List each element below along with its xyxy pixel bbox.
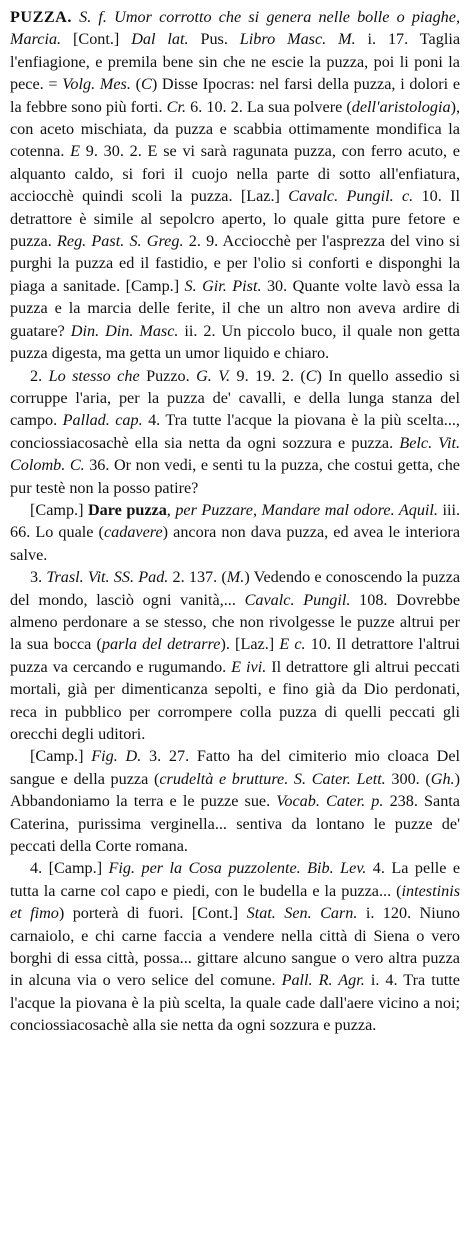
text-segment: intestinis et fimo — [10, 881, 460, 923]
text-segment: E — [70, 142, 81, 161]
text-segment: 9. 30. 2. E se vi sarà ragunata puzza, con ferro acuto, e alquanto caldo, si fori il cuojo nella parte di sotto all'enfiatura, acciocchè quindi scoli la puzza. [Laz.] — [10, 142, 460, 206]
text-segment: Fig. per la Cosa puzzolente. Bib. Lev. — [108, 859, 367, 878]
text-segment: 6. 10. 2. La sua polvere ( — [186, 97, 352, 116]
text-segment: per Puzzare, Mandare mal odore. Aquil. — [175, 500, 438, 519]
text-segment: ( — [130, 75, 141, 94]
text-segment: Dare puzza — [87, 500, 167, 519]
text-segment: 4. Tra tutte l'acque la piovana è la più scelta..., conciossiacosachè ella sia netta da ogni sozzura e puzza. — [10, 411, 460, 452]
text-segment: 30. Quante volte lavò essa la puzza e la marcia delle ferite, il che un altro non aveva ardire di guatare? — [10, 276, 460, 340]
dictionary-entry — [10, 6, 460, 1037]
text-segment: E ivi. — [231, 657, 267, 676]
entry-paragraph-dare-puzza — [10, 499, 460, 566]
text-segment: Pall. R. Agr. — [281, 971, 365, 990]
entry-paragraph-sense-2 — [10, 365, 460, 499]
text-segment: i. 17. Taglia l'enfiagione, e premila bene sin che ne escie la puzza, poi li poni la pece. = — [10, 30, 461, 94]
text-segment: ) Vedendo e conoscendo la puzza del mondo, lasciò ogni vanità,... — [10, 568, 461, 609]
text-segment: [Cont.] — [61, 30, 132, 49]
text-segment: ) ancora non dava puzza, ed avea le interiora salve. — [10, 523, 460, 564]
text-segment: G. V. — [196, 366, 231, 385]
text-segment: 4. La pelle e tutta la carne col capo e piedi, con le budella e la puzza... ( — [10, 859, 461, 900]
text-segment: 3. — [30, 568, 47, 587]
text-segment: dell'aristologia — [351, 97, 451, 116]
text-segment: S. f. Umor corrotto che si genera nelle bolle o piaghe, Marcia. — [10, 8, 461, 49]
text-segment: ) Abbandoniamo la terra e le puzze sue. — [10, 769, 460, 811]
text-segment: Vocab. Cater. p. — [276, 792, 384, 811]
text-segment: 3. 27. Fatto ha del cimiterio mio cloaca Del sangue e della puzza ( — [10, 747, 461, 788]
text-segment: 9. 19. 2. ( — [230, 366, 306, 385]
text-segment: Volg. Mes. — [62, 75, 131, 94]
text-segment: 2. 137. ( — [168, 568, 227, 587]
text-segment: i. 120. Niuno carnaiolo, e chi carne faccia a vendere nella città di Siena o vero borghi di essa città, possa... gittare alcuno sangue o vero altra puzza in alcuna via o vero selice del comune. — [10, 904, 461, 990]
text-segment: 2. — [30, 366, 49, 385]
text-segment: ). [Laz.] — [220, 635, 280, 654]
text-segment: parla del detrarre — [101, 635, 221, 654]
text-segment: 4. [Camp.] — [30, 859, 109, 878]
text-segment: Din. Din. Masc. — [70, 321, 179, 340]
text-segment: 10. Il detrattore è simile al sepolcro aperto, lo quale gitta pure fetore e puzza. — [10, 187, 461, 251]
text-segment: , — [166, 500, 176, 519]
text-segment: crudeltà e brutture. S. Cater. Lett. — [159, 769, 386, 788]
text-segment: S. Gir. Pist. — [184, 276, 262, 295]
text-segment: 2. 9. Acciocchè per l'asprezza del vino si purghi la puzza ed il fastidio, e per l'olio si conforti e disponghi la piaga a sanitade. [Camp.] — [10, 232, 460, 295]
text-segment: 238. Santa Caterina, purissima verginella... sentiva da lontano le puzze de' peccati della Corte romana. — [10, 792, 460, 856]
text-segment: ) Disse Ipocras: nel farsi della puzza, i dolori e la febbre sono più forti. — [10, 75, 461, 116]
text-segment: i. 4. Tra tutte l'acque la piovana è la più scelta, la quale cade dall'aere vicino a noi; conciossiacosachè alla sie netta da ogni sozzura e puzza. — [10, 971, 460, 1035]
text-segment: 10. Il detrattore l'altrui puzza va cercando e rugumando. — [10, 635, 460, 676]
text-segment: ii. 2. Un piccolo buco, il quale non getta puzza digesta, ma getta un umor liquido e chiaro. — [10, 321, 460, 363]
text-segment: 36. Or non vedi, e senti tu la puzza, che costui getta, che pur testè non la posso patire? — [10, 456, 460, 497]
text-segment: Pus. — [188, 30, 240, 49]
headword: PUZZA. — [10, 8, 72, 26]
text-segment: M. — [226, 568, 245, 587]
entry-paragraph-definition — [10, 6, 460, 365]
entry-paragraph-sense-3 — [10, 566, 460, 745]
text-segment: Dal lat. — [131, 30, 189, 49]
text-segment: Trasl. Vit. SS. Pad. — [46, 568, 169, 587]
text-segment: cadavere — [103, 523, 163, 542]
text-segment: Cr. — [166, 97, 187, 116]
text-segment: Cavalc. Pungil. c. — [288, 187, 414, 206]
text-segment: iii. 66. Lo quale ( — [10, 500, 460, 542]
text-segment: ) porterà di fuori. [Cont.] — [58, 904, 247, 923]
text-segment: ), con aceto mischiata, da puzza e scabbia ottimamente mondifica la cotenna. — [10, 97, 460, 161]
text-segment: Puzzo. — [139, 366, 197, 385]
text-segment: C — [141, 75, 152, 94]
text-segment: 300. ( — [385, 769, 431, 788]
text-segment: Stat. Sen. Carn. — [246, 904, 358, 923]
entry-paragraph-sense-4 — [10, 857, 460, 1036]
text-segment: Il detrattore gli altrui peccati mortali, già per dimenticanza sepolti, e fino già da Dio perdonati, reca in pubblico per corrompere colla puzza di quelli peccati gli orecchi degli uditori. — [10, 657, 460, 743]
text-segment: Reg. Past. S. Greg. — [57, 232, 184, 251]
text-segment: Belc. Vit. Colomb. C. — [10, 433, 460, 475]
text-segment: Cavalc. Pungil. — [244, 590, 351, 609]
text-segment: E c. — [279, 635, 306, 654]
text-segment: C — [305, 366, 317, 385]
text-segment: Pallad. cap. — [62, 411, 143, 430]
text-segment: Lo stesso che — [48, 366, 140, 385]
entry-paragraph-figurative — [10, 745, 460, 857]
text-segment: Libro Masc. M. — [239, 30, 356, 49]
text-segment: 108. Dovrebbe almeno perdonare a se stesso, che non rivolgesse le puzze altrui per la sua bocca ( — [10, 590, 461, 654]
text-segment: [Camp.] — [30, 500, 88, 519]
text-segment: Fig. D. — [91, 747, 142, 766]
text-segment: Gh. — [430, 769, 455, 788]
text-segment: [Camp.] — [30, 747, 92, 766]
text-segment: ) In quello assedio si corruppe l'aria, per la puzza de' cavalli, e della lunga stanza del campo. — [10, 366, 460, 430]
